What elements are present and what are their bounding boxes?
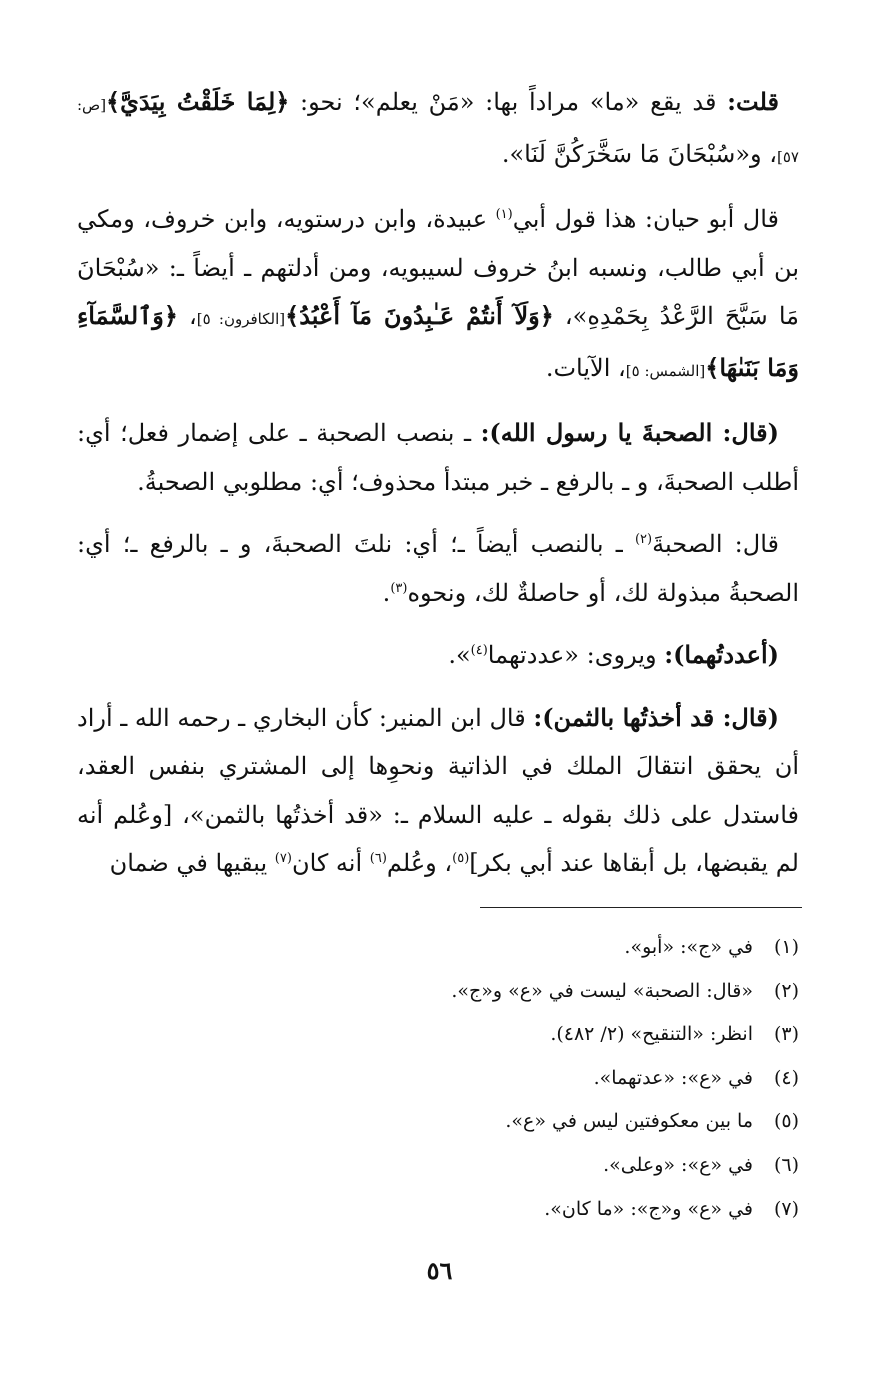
footnote-item — [77, 1057, 799, 1101]
footnote-item — [77, 926, 799, 970]
footnote-text: في «ع»: «وعلى». — [603, 1153, 753, 1176]
footnote-number: (٤) — [773, 1066, 799, 1089]
footnote-text: انظر: «التنقيح» (٢/ ٤٨٢). — [550, 1023, 753, 1046]
paragraph-text: ». — [448, 641, 471, 669]
main-text — [77, 78, 799, 902]
footnote-ref[interactable]: (٢) — [634, 532, 653, 547]
footnote-divider — [480, 907, 802, 908]
footnote-item — [77, 1144, 799, 1188]
quran-verse: ﴿وَٱلسَّمَآءِ وَمَا بَنَىٰهَا﴾ — [77, 301, 799, 382]
footnote-item — [77, 1100, 799, 1144]
paragraph-text: عبيدة، وابن درستويه، وابن خروف، ومكي بن أبي طالب، ونسبه ابنُ خروف لسيبويه، ومن أدلتهم ـ أيضاً ـ: «سُبْحَانَ مَا سَبَّحَ الرَّعْدُ بِحَمْدِهِ»، — [77, 205, 799, 330]
footnote-number: (٦) — [773, 1153, 799, 1176]
footnotes — [77, 926, 799, 1231]
paragraph-text: ، الآيات. — [545, 353, 626, 382]
footnote-text: ما بين معكوفتين ليس في «ع». — [505, 1110, 753, 1133]
paragraph-2 — [77, 195, 799, 395]
paragraph-text: قال ابن المنير: كأن البخاري ـ رحمه الله ـ أراد أن يحقق انتقالَ الملك في الذاتية ونحوِها إلى المشتري بنفس العقد، فاستدل على ذلك بقوله ـ عليه السلام ـ: «قد أخذتُها بالثمن»، [وعُلم أنه لم يقبضها، بل أبقاها عند أبي بكر] — [77, 703, 800, 877]
footnote-text: «قال: الصحبة» ليست في «ع» و«ج». — [451, 979, 753, 1002]
quran-verse: ﴿لِمَا خَلَقْتُ بِيَدَيَّ﴾ — [106, 87, 290, 116]
footnote-text: في «ع» و«ج»: «ما كان». — [544, 1197, 753, 1220]
paragraph-text: قال: الصحبةَ — [652, 530, 779, 558]
paragraph-text: ـ بالنصب أيضاً ـ؛ أي: نلتَ الصحبةَ، و ـ بالرفع ـ؛ أي: الصحبةُ مبذولة لك، أو حاصلةٌ لك، ونحوه — [77, 530, 799, 607]
paragraph-text: ويروى: «عددتهما — [487, 641, 665, 669]
paragraph-text: ، وعُلم — [386, 849, 453, 877]
footnote-ref[interactable]: (١) — [495, 207, 513, 222]
verse-reference: [الشمس: ٥] — [625, 361, 706, 380]
verse-reference: [الكافرون: ٥] — [196, 310, 286, 328]
paragraph-lead: (قال: قد أخذتُها بالثمن): — [533, 702, 780, 732]
paragraph-text: ، و«سُبْحَانَ مَا سَخَّرَكُنَّ لَنَا». — [501, 139, 778, 168]
footnote-text: في «ج»: «أبو». — [624, 936, 753, 958]
footnote-ref[interactable]: (٥) — [452, 851, 470, 866]
paragraph-1 — [77, 78, 799, 181]
paragraph-6 — [77, 694, 799, 888]
footnote-number: (٧) — [773, 1197, 799, 1220]
footnote-ref[interactable]: (٦) — [369, 851, 387, 866]
footnote-number: (٣) — [773, 1023, 799, 1046]
paragraph-4 — [77, 520, 799, 617]
page-number: ٥٦ — [426, 1256, 453, 1285]
paragraph-text: يبقيها في ضمان — [109, 849, 275, 877]
paragraph-text: قال أبو حيان: هذا قول أبي — [512, 205, 779, 233]
paragraph-text: ـ بنصب الصحبة ـ على إضمار فعل؛ أي: أطلب الصحبةَ، و ـ بالرفع ـ خبر مبتدأ محذوف؛ أي: مطلوبي الصحبةُ. — [77, 419, 799, 496]
paragraph-text: أنه كان — [291, 849, 370, 877]
paragraph-lead: (قال: الصحبةَ يا رسول الله): — [480, 418, 779, 447]
paragraph-5 — [77, 631, 799, 680]
paragraph-lead: (أعددتُهما): — [664, 640, 779, 669]
footnote-ref[interactable]: (٤) — [470, 643, 488, 658]
footnote-number: (٥) — [773, 1110, 799, 1133]
footnote-item — [77, 970, 799, 1014]
footnote-number: (١) — [773, 936, 799, 958]
footnote-text: في «ع»: «عدتهما». — [593, 1066, 753, 1089]
footnote-item — [77, 1188, 799, 1232]
paragraph-text: . — [382, 578, 391, 607]
quran-verse: ﴿وَلَآ أَنتُمْ عَـٰبِدُونَ مَآ أَعْبُدُ﴾ — [285, 301, 554, 330]
paragraph-text: قد يقع «ما» مراداً بها: «مَنْ يعلم»؛ نحو: — [289, 88, 728, 116]
paragraph-text: ، — [177, 302, 197, 330]
paragraph-3 — [77, 409, 799, 506]
footnote-ref[interactable]: (٧) — [274, 851, 292, 866]
paragraph-lead: قلت: — [727, 87, 779, 116]
footnote-number: (٢) — [773, 979, 799, 1002]
footnote-ref[interactable]: (٣) — [390, 580, 408, 596]
verse-reference: [ص: ٥٧] — [77, 96, 799, 166]
footnote-item — [77, 1013, 799, 1057]
